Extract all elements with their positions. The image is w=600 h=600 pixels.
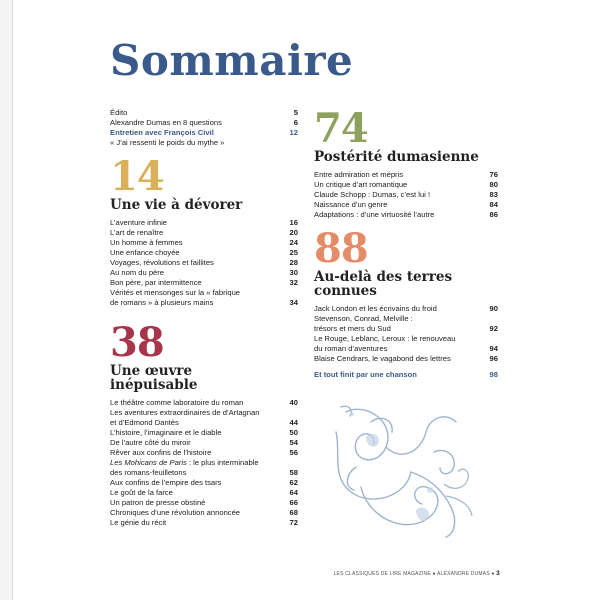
footer-text: LES CLASSIQUES DE LIRE MAGAZINE ● ALEXANDRE DUMAS ● [333,571,495,577]
entry-title: Entretien avec François Civil [110,128,214,137]
entry-title: Le génie du récit [110,518,167,527]
toc-entry[interactable] [110,248,298,258]
section-heading-line: connues [314,283,377,299]
entry-title: Adaptations : d’une virtuosité l’autre [314,210,435,219]
entry-page: 62 [289,478,298,487]
toc-entry[interactable] [314,170,498,180]
entry-title: Voyages, révolutions et faillites [110,258,214,267]
entry-page: 50 [289,428,298,437]
section-14-list [110,218,298,308]
toc-entry[interactable] [110,138,298,148]
section-heading: Une vie à dévorer [110,197,243,213]
entry-title: Le goût de la farce [110,488,173,497]
entry-page: 16 [289,218,298,227]
toc-entry[interactable] [110,218,298,228]
entry-page: 40 [289,398,298,407]
toc-entry[interactable] [110,458,298,468]
entry-page: 34 [289,298,298,307]
entry-title: Et tout finit par une chanson [314,370,417,379]
entry-page: 84 [489,200,498,209]
toc-entry[interactable] [110,108,298,118]
section-heading [110,364,298,392]
entry-page: 6 [293,118,298,127]
entry-title: Naissance d’un genre [314,200,388,209]
section-heading-line: Une œuvre [110,363,193,379]
entry-page: 44 [289,418,298,427]
toc-entry[interactable] [314,304,498,314]
entry-page: 68 [289,508,298,517]
entry-page: 25 [289,248,298,257]
toc-entry-closing[interactable] [314,370,498,380]
mohicans-title: Les Mohicans de Paris [110,458,187,467]
entry-page: 90 [489,304,498,313]
toc-entry[interactable] [110,448,298,458]
page-title: Sommaire [110,36,354,85]
book-spine [0,0,13,600]
entry-page: 32 [289,278,298,287]
entry-title: Un homme à femmes [110,238,183,247]
toc-entry[interactable] [110,238,298,248]
toc-entry[interactable] [314,200,498,210]
entry-title: Chroniques d’une révolution annoncée [110,508,241,517]
section-number-74: 74 [314,105,368,152]
entry-title: Entre admiration et mépris [314,170,404,179]
section-number-38: 38 [110,319,164,366]
toc-entry[interactable] [314,334,498,344]
toc-entry[interactable] [110,398,298,408]
toc-entry[interactable] [110,468,298,478]
toc-entry[interactable] [110,118,298,128]
entry-title: Édito [110,108,128,117]
entry-title: de romans » à plusieurs mains [110,298,214,307]
baroque-ornament-illustration [326,392,476,542]
entry-page: 12 [289,128,298,137]
entry-title: des romans-feuilletons [110,468,187,477]
entry-title [110,458,284,468]
toc-entry[interactable] [110,508,298,518]
entry-title: Blaise Cendrars, le vagabond des lettres [314,354,451,363]
entry-page: 94 [489,344,498,353]
toc-entry[interactable] [110,498,298,508]
entry-page: 30 [289,268,298,277]
entry-page: 76 [489,170,498,179]
entry-page: 92 [489,324,498,333]
entry-title: Au nom du père [110,268,165,277]
entry-page: 28 [289,258,298,267]
entry-title: L’histoire, l’imaginaire et le diable [110,428,222,437]
intro-list [110,108,298,148]
toc-entry[interactable] [110,408,298,418]
entry-title: Vérités et mensonges sur la « fabrique [110,288,241,297]
entry-title: trésors et mers du Sud [314,324,391,333]
entry-title: Les aventures extraordinaires de d’Artagnan [110,408,260,417]
toc-entry[interactable] [314,314,498,324]
toc-entry[interactable] [110,268,298,278]
toc-entry[interactable] [110,298,298,308]
toc-entry[interactable] [314,344,498,354]
entry-title: du roman d’aventures [314,344,388,353]
section-number-88: 88 [314,225,368,272]
entry-title: Un critique d’art romantique [314,180,408,189]
entry-title: Claude Schopp : Dumas, c’est lui ! [314,190,431,199]
toc-entry-interview[interactable] [110,128,298,138]
toc-entry[interactable] [314,324,498,334]
entry-page: 20 [289,228,298,237]
entry-title: Aux confins de l’empire des tsars [110,478,222,487]
toc-entry[interactable] [314,180,498,190]
entry-title: Bon père, par intermittence [110,278,202,287]
entry-page: 24 [289,238,298,247]
entry-title: L’art de renaître [110,228,164,237]
toc-entry[interactable] [110,488,298,498]
toc-entry[interactable] [110,428,298,438]
entry-page: 54 [289,438,298,447]
entry-title: Un patron de presse obstiné [110,498,206,507]
entry-page: 64 [289,488,298,497]
entry-title: « J’ai ressenti le poids du mythe » [110,138,225,147]
entry-title: Stevenson, Conrad, Melville : [314,314,413,323]
toc-entry[interactable] [110,438,298,448]
entry-title: Une enfance choyée [110,248,180,257]
toc-entry[interactable] [314,190,498,200]
section-heading [314,270,498,298]
toc-entry[interactable] [110,478,298,488]
entry-page: 80 [489,180,498,189]
section-number-14: 14 [110,153,164,200]
entry-title: Alexandre Dumas en 8 questions [110,118,222,127]
toc-entry[interactable] [110,518,298,528]
section-38-list [110,398,298,528]
toc-entry[interactable] [314,354,498,364]
toc-entry[interactable] [314,210,498,220]
entry-title: De l’autre côté du miroir [110,438,191,447]
entry-page: 98 [489,370,498,379]
entry-title: L’aventure infinie [110,218,167,227]
toc-entry[interactable] [110,278,298,288]
toc-entry[interactable] [110,258,298,268]
entry-title: Le théâtre comme laboratoire du roman [110,398,244,407]
section-heading-line: Au-delà des terres [314,269,453,285]
entry-page: 58 [289,468,298,477]
entry-page: 72 [289,518,298,527]
footer-page-number: 3 [496,570,500,577]
entry-title: Jack London et les écrivains du froid [314,304,437,313]
toc-entry[interactable] [110,228,298,238]
section-88-list [314,304,498,380]
entry-page: 56 [289,448,298,457]
entry-title: Rêver aux confins de l’histoire [110,448,212,457]
section-74-list [314,170,498,220]
mohicans-rest: : le plus interminable [186,458,259,467]
page-footer [300,570,500,577]
section-heading: Postérité dumasienne [314,149,479,165]
toc-entry[interactable] [110,288,298,298]
entry-title: et d’Edmond Dantès [110,418,179,427]
entry-page: 66 [289,498,298,507]
entry-title: Le Rouge, Leblanc, Leroux : le renouveau [314,334,456,343]
toc-left-column [110,108,298,528]
section-heading-line: inépuisable [110,377,198,393]
entry-page: 86 [489,210,498,219]
toc-entry[interactable] [110,418,298,428]
toc-right-column [314,105,498,380]
entry-page: 83 [489,190,498,199]
entry-page: 5 [293,108,298,117]
entry-page: 96 [489,354,498,363]
